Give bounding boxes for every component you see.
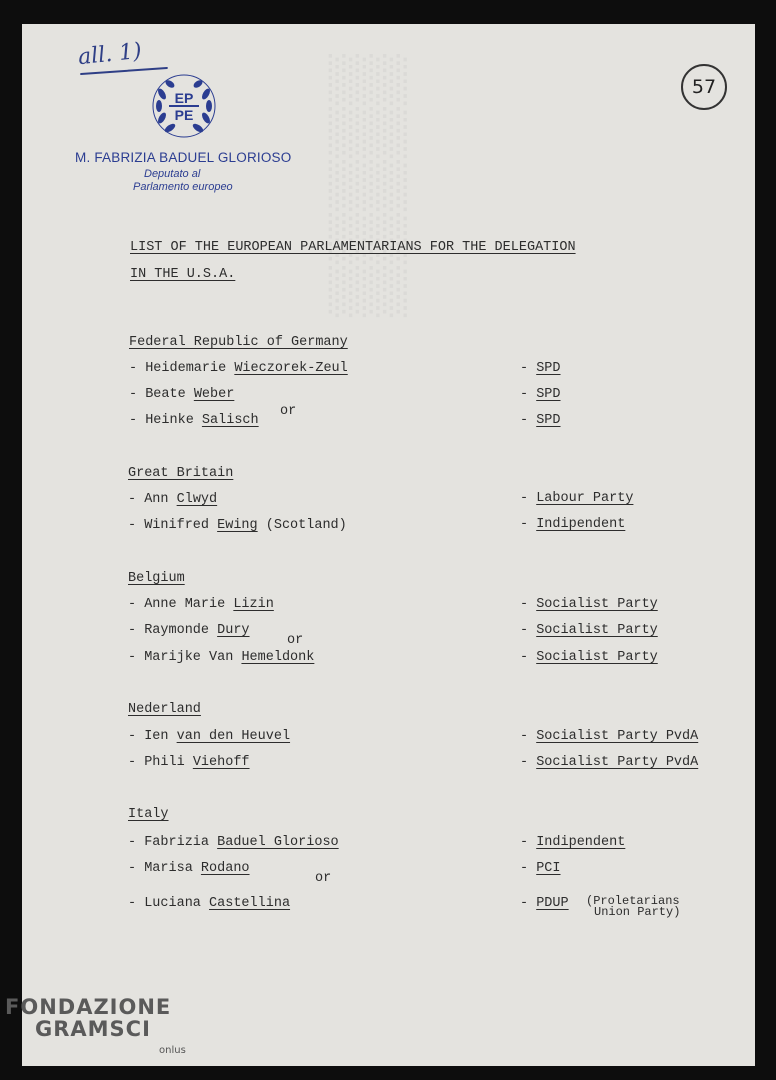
or-separator: or <box>287 633 304 648</box>
member-row: - Phili Viehoff <box>128 755 250 770</box>
member-row: - Heidemarie Wieczorek-Zeul <box>129 361 348 376</box>
country-heading-great-britain: Great Britain <box>128 466 234 481</box>
handwritten-annotation: all. 1) <box>76 38 143 71</box>
document-page <box>22 24 755 1066</box>
member-last-name: Ewing <box>217 518 258 533</box>
logo-text-top: EP <box>174 90 194 106</box>
member-first-name: Luciana <box>144 896 201 911</box>
party-name: Socialist Party <box>536 597 658 612</box>
party-name: SPD <box>536 387 561 402</box>
page-number-stamp <box>681 64 727 110</box>
party-name: Socialist Party <box>536 623 658 638</box>
member-first-name: Ann <box>144 492 169 507</box>
party-name: PDUP <box>536 896 569 911</box>
party-name: Indipendent <box>536 835 626 850</box>
sender-line-1: Deputato al <box>144 168 201 180</box>
member-first-name: Heidemarie <box>145 361 227 376</box>
member-last-name: Wieczorek-Zeul <box>234 361 348 376</box>
country-heading-nederland: Nederland <box>128 702 201 717</box>
party-note-line-1: (Proletarians <box>586 894 680 908</box>
party-row: - PCI <box>520 861 561 876</box>
member-row: - Raymonde Dury <box>128 623 250 638</box>
party-name: SPD <box>536 361 561 376</box>
party-row: - PDUP <box>520 896 569 911</box>
country-heading-belgium: Belgium <box>128 571 185 586</box>
member-first-name: Raymonde <box>144 623 210 638</box>
member-first-name: Fabrizia <box>144 835 210 850</box>
party-row: - Socialist Party PvdA <box>520 729 699 744</box>
or-separator: or <box>280 404 297 419</box>
party-row: - Socialist Party <box>520 650 658 665</box>
member-row: - Anne Marie Lizin <box>128 597 274 612</box>
party-row: - SPD <box>520 413 561 428</box>
party-row: - Indipendent <box>520 517 626 532</box>
fondazione-gramsci-watermark <box>5 995 186 1056</box>
member-row: - Heinke Salisch <box>129 413 259 428</box>
ep-logo <box>152 74 216 138</box>
party-name: PCI <box>536 861 561 876</box>
member-last-name: Hemeldonk <box>241 650 315 665</box>
member-first-name: Winifred <box>144 518 210 533</box>
member-last-name: Lizin <box>233 597 274 612</box>
member-first-name: Anne Marie <box>144 597 226 612</box>
member-last-name: Clwyd <box>176 492 218 507</box>
member-last-name: Viehoff <box>192 755 250 770</box>
country-heading-germany: Federal Republic of Germany <box>129 335 348 350</box>
member-last-name: Baduel Glorioso <box>217 835 339 850</box>
member-row: - Fabrizia Baduel Glorioso <box>128 835 339 850</box>
country-heading-italy: Italy <box>128 807 169 822</box>
party-row: - SPD <box>520 361 561 376</box>
party-row: - Socialist Party PvdA <box>520 755 699 770</box>
footer-line-1: FONDAZIONE <box>5 995 172 1019</box>
member-last-name: Salisch <box>201 413 259 428</box>
party-row: - Indipendent <box>520 835 626 850</box>
member-row: - Ann Clwyd <box>128 492 218 507</box>
party-name: Indipendent <box>536 517 626 532</box>
sender-name: M. FABRIZIA BADUEL GLORIOSO <box>75 150 292 165</box>
member-last-name: van den Heuvel <box>176 729 291 744</box>
background-watermark: ▒▒▒▒▒ <box>331 54 411 320</box>
member-row: - Ien van den Heuvel <box>128 729 291 744</box>
party-name: Labour Party <box>536 491 634 506</box>
member-row: - Marijke Van Hemeldonk <box>128 650 315 665</box>
member-row: - Winifred Ewing (Scotland) <box>128 518 347 533</box>
party-row: - SPD <box>520 387 561 402</box>
member-first-name: Marisa <box>144 861 193 876</box>
party-name: Socialist Party PvdA <box>536 755 699 770</box>
party-row: - Labour Party <box>520 491 634 506</box>
party-name: Socialist Party <box>536 650 658 665</box>
member-first-name: Ien <box>144 729 169 744</box>
member-last-name: Dury <box>217 623 250 638</box>
footer-line-3: onlus <box>159 1045 186 1056</box>
member-last-name: Castellina <box>209 896 291 911</box>
document-title-line-2: IN THE U.S.A. <box>130 267 236 282</box>
member-row: - Beate Weber <box>129 387 235 402</box>
party-note-line-2: Union Party) <box>594 905 681 919</box>
member-first-name: Phili <box>144 755 185 770</box>
logo-text-bottom: PE <box>174 107 194 123</box>
member-last-name: Weber <box>193 387 235 402</box>
member-row: - Marisa Rodano <box>128 861 250 876</box>
member-first-name: Heinke <box>145 413 194 428</box>
member-region: (Scotland) <box>265 518 347 533</box>
party-row: - Socialist Party <box>520 623 658 638</box>
or-separator: or <box>315 871 332 886</box>
page-number: 57 <box>691 76 717 98</box>
party-row: - Socialist Party <box>520 597 658 612</box>
party-name: Socialist Party PvdA <box>536 729 699 744</box>
member-row: - Luciana Castellina <box>128 896 291 911</box>
sender-line-2: Parlamento europeo <box>133 181 233 193</box>
member-first-name: Marijke Van <box>144 650 234 665</box>
document-title-line-1: LIST OF THE EUROPEAN PARLAMENTARIANS FOR THE DELEGATION <box>130 240 576 255</box>
member-first-name: Beate <box>145 387 186 402</box>
member-last-name: Rodano <box>200 861 250 876</box>
footer-line-2: GRAMSCI <box>35 1017 151 1041</box>
party-name: SPD <box>536 413 561 428</box>
